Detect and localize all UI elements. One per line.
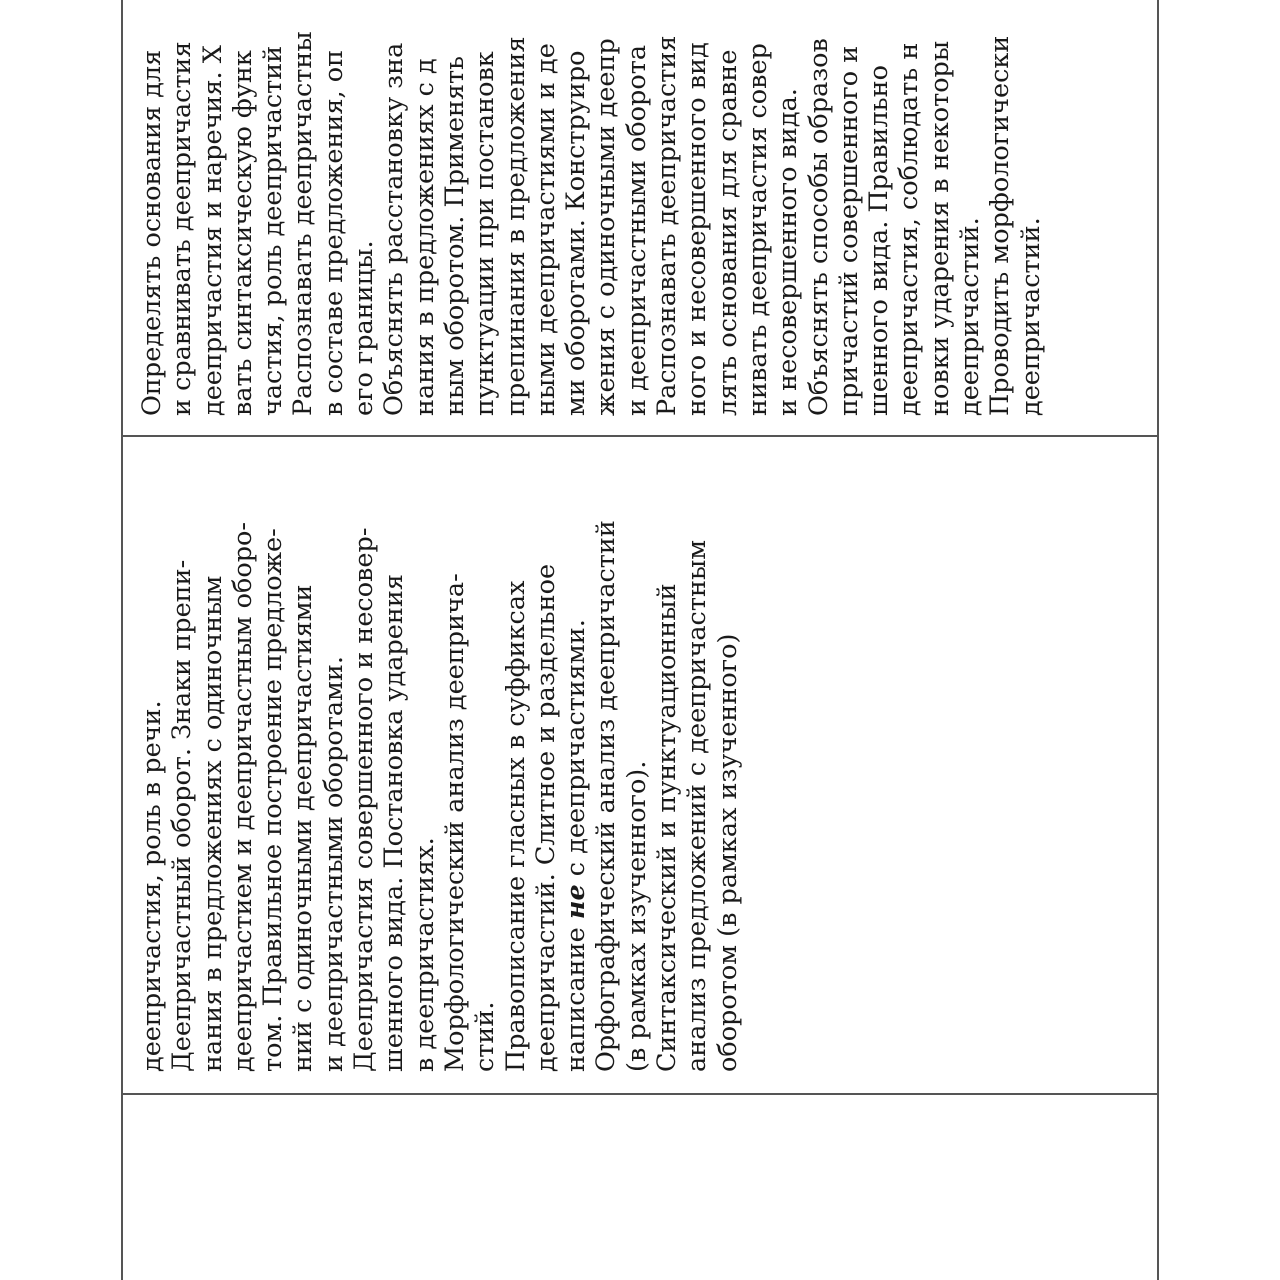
text-line: Объяснять расстановку зна bbox=[379, 42, 410, 416]
activities-cell bbox=[137, 0, 1137, 416]
text-line: жения с одиночными деепр bbox=[591, 38, 622, 416]
text-line: шенного вида. Постановка ударения bbox=[379, 574, 410, 1072]
content-cell bbox=[137, 452, 857, 1072]
text-line: лять основания для сравне bbox=[712, 49, 743, 416]
text-line: в деепричастиях. bbox=[409, 837, 440, 1072]
text-fragment: написание bbox=[561, 927, 592, 1072]
text-fragment: с деепричастиями. bbox=[561, 619, 592, 877]
text-line: оборотом (в рамках изученного) bbox=[712, 633, 743, 1072]
text-line: вать синтаксическую функ bbox=[227, 50, 258, 416]
text-line: деепричастием и деепричастным оборо- bbox=[227, 521, 258, 1072]
text-line: Правописание гласных в суффиксах bbox=[500, 580, 531, 1072]
text-line: нания в предложениях с одиночным bbox=[197, 575, 228, 1072]
text-line: и деепричастными оборотами. bbox=[318, 656, 349, 1072]
text-line: ний с одиночными деепричастиями bbox=[288, 584, 319, 1072]
text-line: Распознавать деепричастны bbox=[288, 31, 319, 416]
text-line: деепричастий. bbox=[1015, 217, 1046, 416]
text-line: деепричастий. bbox=[955, 217, 986, 416]
text-line: ными деепричастиями и де bbox=[530, 43, 561, 416]
text-line: и сравнивать деепричастия bbox=[167, 41, 198, 416]
text-line: новки ударения в некоторы bbox=[924, 40, 955, 416]
text-line: деепричастия, соблюдать н bbox=[894, 42, 925, 416]
text-line: деепричастия, роль в речи. bbox=[137, 700, 167, 1072]
text-line: Определять основания для bbox=[137, 49, 167, 416]
text-line: в составе предложения, оп bbox=[318, 49, 349, 416]
text-line: Морфологический анализ дееприча- bbox=[439, 573, 470, 1072]
text-line: Распознавать деепричастия bbox=[652, 35, 683, 416]
text-line: Проводить морфологически bbox=[985, 35, 1016, 416]
text-line: пунктуации при постановк bbox=[470, 51, 501, 416]
text-line: Орфографический анализ деепричастий bbox=[591, 520, 622, 1072]
text-line: стий. bbox=[470, 1001, 501, 1072]
text-line: частия, роль деепричастий bbox=[258, 45, 289, 416]
text-line: деепричастия и наречия. Х bbox=[197, 45, 228, 416]
text-line: нания в предложениях с д bbox=[409, 58, 440, 416]
text-line: и несовершенного вида. bbox=[773, 88, 804, 416]
text-line: нивать деепричастия совер bbox=[742, 43, 773, 416]
text-line: ного и несовершенного вид bbox=[682, 42, 713, 416]
text-line: ми оборотами. Конструиро bbox=[561, 50, 592, 416]
text-line: анализ предложений с деепричастным bbox=[682, 539, 713, 1072]
table-divider bbox=[121, 435, 1159, 437]
table-divider bbox=[121, 1093, 1159, 1095]
text-line bbox=[561, 452, 591, 1072]
text-line: Синтаксический и пунктуационный bbox=[652, 583, 683, 1072]
text-line: шенного вида. Правильно bbox=[864, 65, 895, 416]
text-line: Деепричастия совершенного и несовер- bbox=[349, 527, 380, 1072]
text-line: ным оборотом. Применять bbox=[439, 55, 470, 416]
emphasis-ne: не bbox=[561, 884, 592, 920]
text-line: Объяснять способы образов bbox=[803, 38, 834, 416]
text-line: причастий совершенного и bbox=[833, 45, 864, 416]
text-line: его границы. bbox=[349, 240, 380, 416]
text-line: Деепричастный оборот. Знаки препи- bbox=[167, 559, 198, 1072]
text-line: деепричастий. Слитное и раздельное bbox=[530, 563, 561, 1072]
text-line: и деепричастными оборота bbox=[621, 44, 652, 416]
text-line: препинания в предложения bbox=[500, 36, 531, 416]
text-line: том. Правильное построение предложе- bbox=[258, 528, 289, 1072]
text-line: (в рамках изученного). bbox=[621, 760, 652, 1072]
